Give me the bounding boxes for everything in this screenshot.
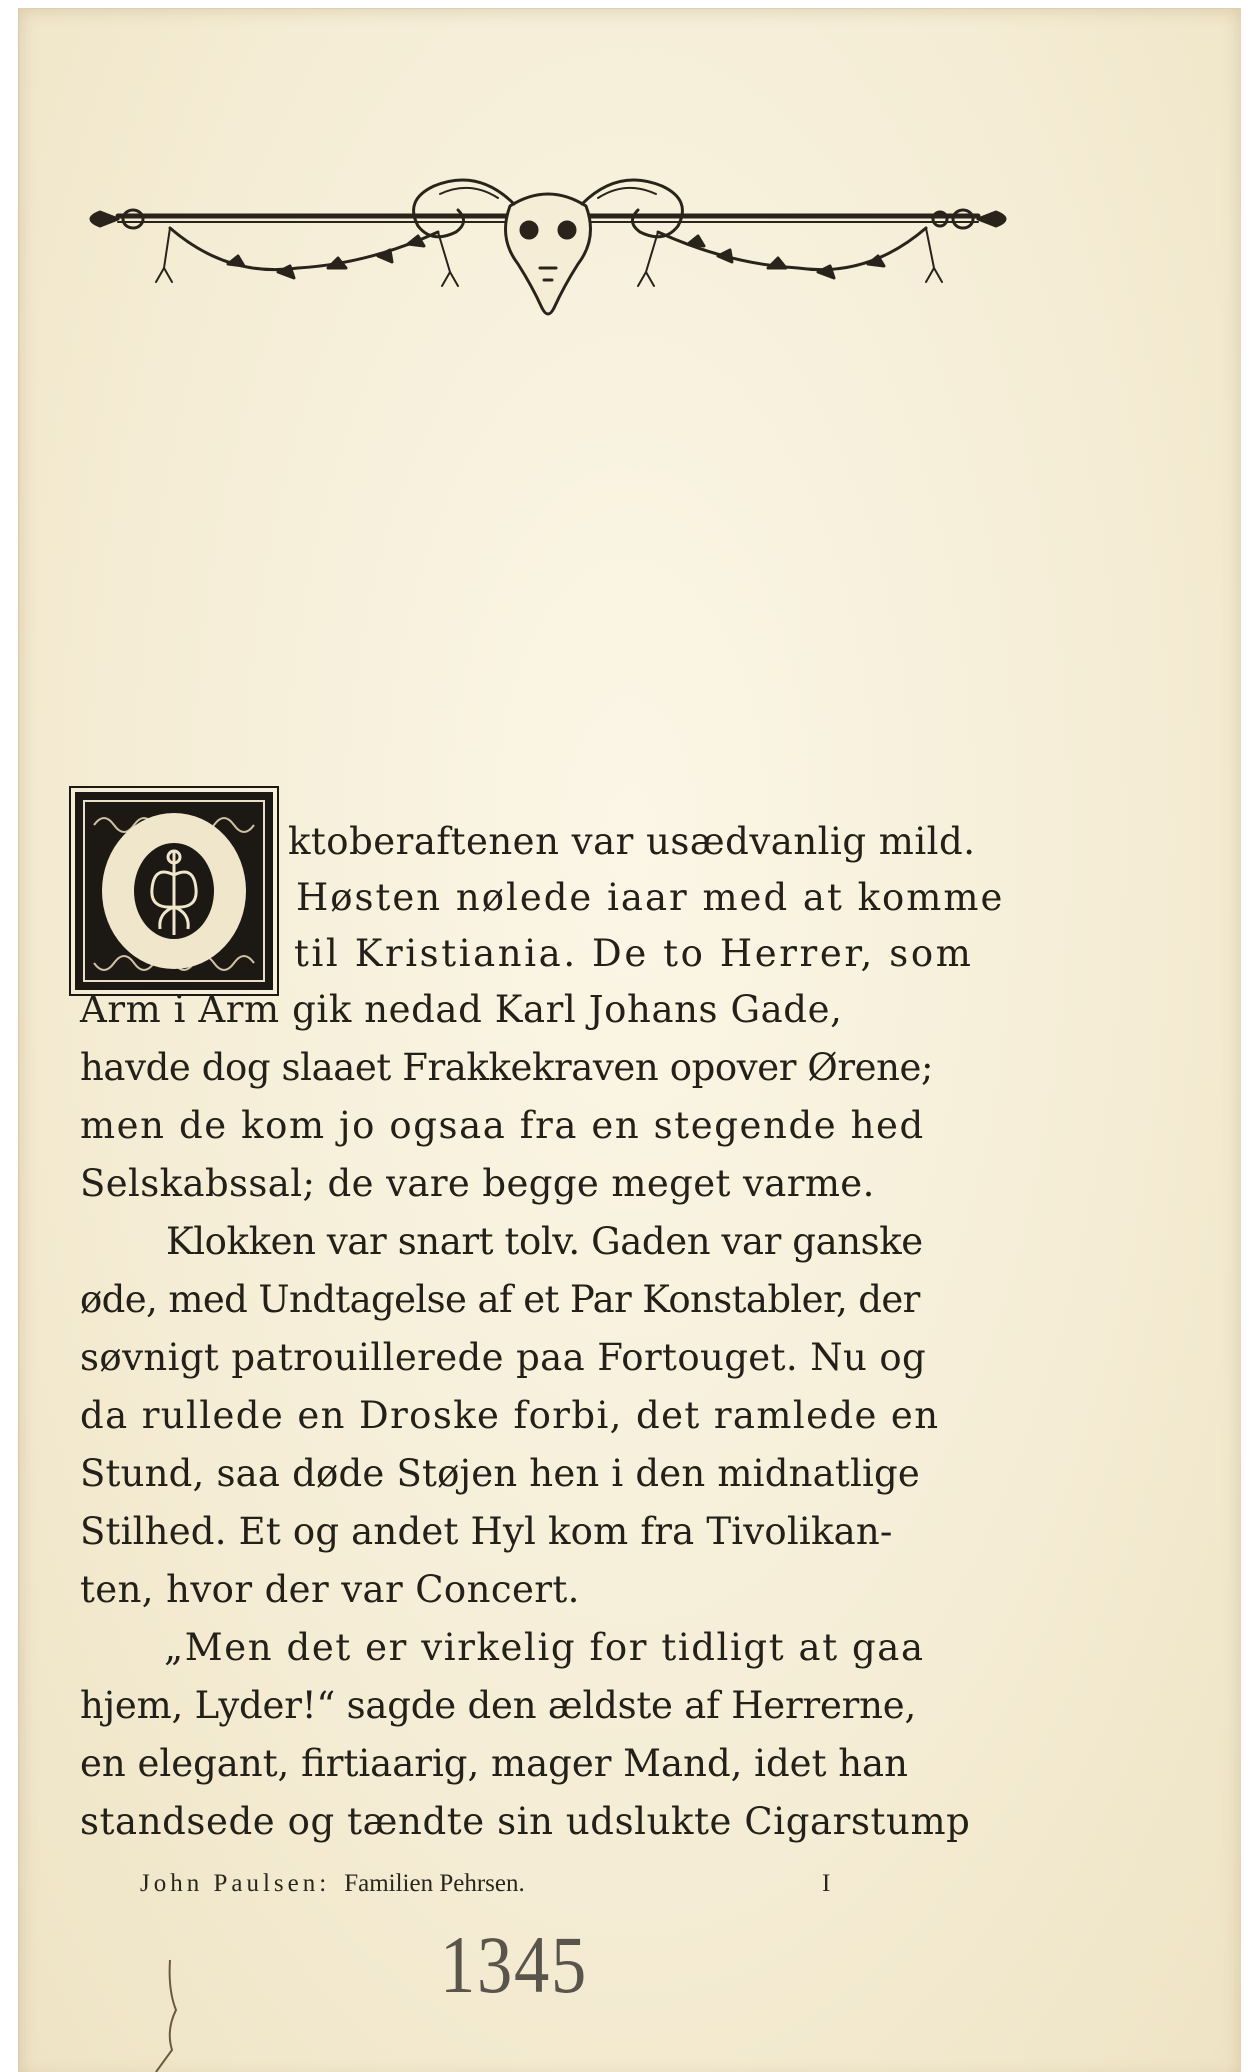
footer-title: Familien Pehrsen. <box>344 1870 525 1897</box>
ram-skull-garland-ornament-icon <box>78 168 1018 338</box>
text-line: standsede og tændte sin udslukte Cigarstump <box>80 1800 971 1843</box>
text-line: øde, med Undtagelse af et Par Konstabler, der <box>80 1278 920 1321</box>
footer-author: John Paulsen: <box>140 1870 331 1897</box>
dropcap-o-icon <box>78 795 270 987</box>
text-line: Stund, saa døde Støjen hen i den midnatlige <box>80 1452 920 1495</box>
text-line: Selskabssal; de vare begge meget varme. <box>80 1162 875 1205</box>
text-line: „Men det er virkelig for tidligt at gaa <box>164 1626 925 1669</box>
text-line: ten, hvor der var Concert. <box>80 1568 580 1611</box>
page-footer <box>140 1870 840 1898</box>
text-line: til Kristiania. De to Herrer, som <box>294 932 974 975</box>
text-line: ktoberaftenen var usædvanlig mild. <box>288 820 976 863</box>
text-line: da rullede en Droske forbi, det ramlede en <box>80 1394 940 1437</box>
decorative-initial-letter <box>75 792 273 990</box>
sheet-signature: I <box>822 1870 831 1897</box>
text-line: men de kom jo ogsaa fra en stegende hed <box>80 1104 925 1147</box>
text-line: havde dog slaaet Frakkekraven opover Ørene; <box>80 1046 934 1089</box>
text-line: Høsten nølede iaar med at komme <box>296 876 1005 919</box>
text-line: en elegant, firtiaarig, mager Mand, idet han <box>80 1742 908 1785</box>
text-line: Stilhed. Et og andet Hyl kom fra Tivolikan- <box>80 1510 893 1553</box>
text-line: Arm i Arm gik nedad Karl Johans Gade, <box>80 988 843 1031</box>
text-line: hjem, Lyder!“ sagde den ældste af Herrerne, <box>80 1684 917 1727</box>
text-line: Klokken var snart tolv. Gaden var ganske <box>166 1220 923 1263</box>
text-line: søvnigt patrouillerede paa Fortouget. Nu og <box>80 1336 927 1379</box>
torn-edge-mark <box>150 1960 210 2072</box>
page-number: 1345 <box>440 1919 588 2010</box>
